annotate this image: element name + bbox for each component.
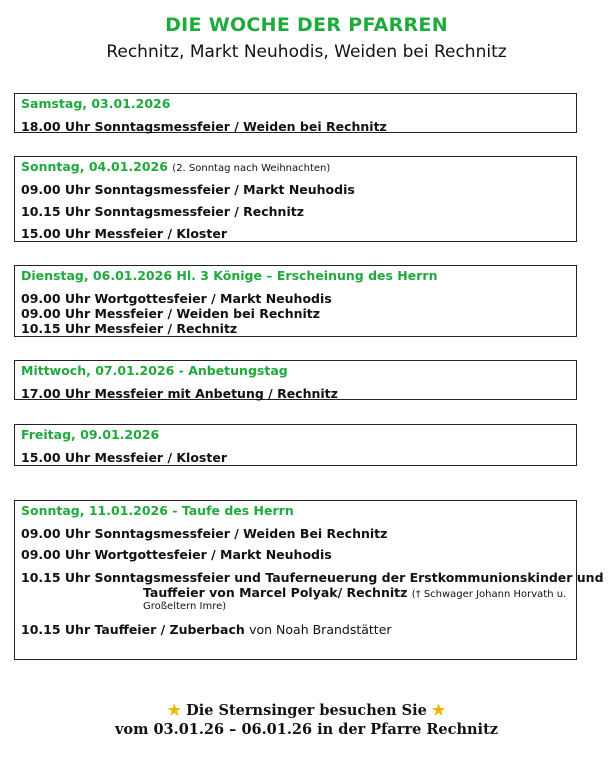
event-line: 17.00 Uhr Messfeier mit Anbetung / Rechnitz [21, 386, 338, 401]
event-line: 09.00 Uhr Sonntagsmessfeier / Weiden Bei Rechnitz [21, 526, 388, 541]
day-heading [21, 159, 570, 174]
day-heading: Freitag, 09.01.2026 [21, 427, 160, 442]
event-line: 18.00 Uhr Sonntagsmessfeier / Weiden bei Rechnitz [21, 119, 387, 134]
day-note: (2. Sonntag nach Weihnachten) [172, 163, 331, 174]
event-note-continued: Großeltern Imre) [143, 601, 227, 612]
event-line: 09.00 Uhr Wortgottesfeier / Markt Neuhodis [21, 291, 332, 306]
day-block-tuesday [14, 265, 577, 337]
day-block-friday [14, 424, 577, 466]
footer-text-1: Die Sternsinger besuchen Sie [186, 702, 427, 719]
event-line: 15.00 Uhr Messfeier / Kloster [21, 450, 227, 465]
day-date: Sonntag, 04.01.2026 [21, 159, 168, 174]
event-main: 10.15 Uhr Tauffeier / Zuberbach [21, 622, 245, 637]
event-line-continued [143, 585, 566, 600]
page-title: DIE WOCHE DER PFARREN [165, 14, 448, 36]
event-line [21, 622, 572, 637]
event-line: 15.00 Uhr Messfeier / Kloster [21, 226, 227, 241]
day-heading: Mittwoch, 07.01.2026 - Anbetungstag [21, 363, 288, 378]
footer-dates-line: vom 03.01.26 – 06.01.26 in der Pfarre Rechnitz [114, 721, 498, 738]
day-block-sunday-1101 [14, 500, 604, 660]
day-block-wednesday [14, 360, 577, 400]
day-block-saturday [14, 93, 577, 133]
event-continuation: Tauffeier von Marcel Polyak/ Rechnitz [143, 585, 408, 600]
event-line: 09.00 Uhr Wortgottesfeier / Markt Neuhodis [21, 547, 332, 562]
star-icon: ★ [167, 701, 182, 719]
event-line: 10.15 Uhr Sonntagsmessfeier und Tauferneuerung der Erstkommunionskinder und [21, 570, 604, 585]
star-icon: ★ [431, 701, 446, 719]
event-detail: von Noah Brandstätter [249, 622, 392, 637]
event-line: 10.15 Uhr Sonntagsmessfeier / Rechnitz [21, 204, 304, 219]
page-subtitle: Rechnitz, Markt Neuhodis, Weiden bei Rechnitz [106, 42, 507, 62]
day-heading: Samstag, 03.01.2026 [21, 96, 171, 111]
event-line: 09.00 Uhr Messfeier / Weiden bei Rechnitz [21, 306, 321, 321]
day-heading: Dienstag, 06.01.2026 Hl. 3 Könige – Erscheinung des Herrn [21, 268, 438, 283]
day-heading: Sonntag, 11.01.2026 - Taufe des Herrn [21, 503, 294, 518]
event-line: 09.00 Uhr Sonntagsmessfeier / Markt Neuhodis [21, 182, 355, 197]
event-note: († Schwager Johann Horvath u. [411, 589, 567, 600]
day-block-sunday-0401 [14, 156, 577, 242]
event-line: 10.15 Uhr Messfeier / Rechnitz [21, 321, 238, 336]
footer-sternsinger-line [0, 701, 613, 719]
